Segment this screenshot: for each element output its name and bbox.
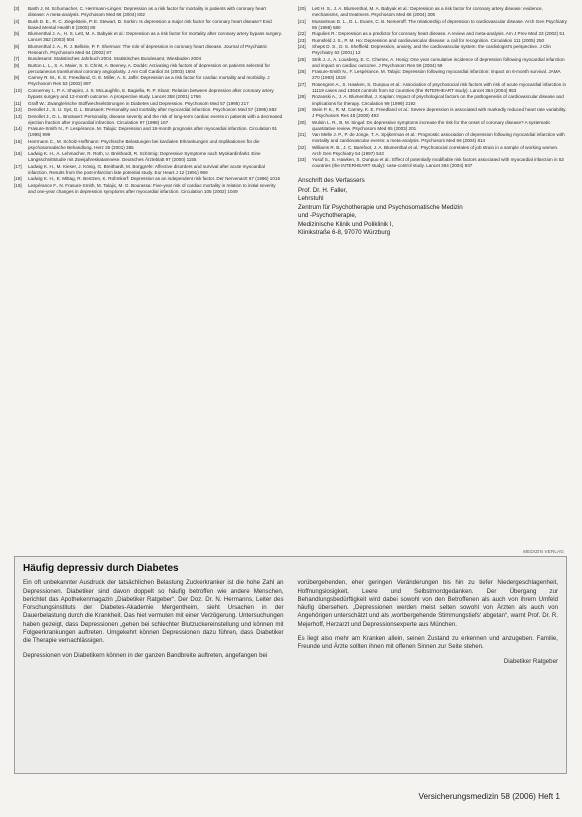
reference-text: Frasure-Smith N., F. Lespérance, M. Talajic: Depression following myocardial infarction: impact on 6-month survival. JAMA 270 (1993) 1819	[312, 69, 561, 81]
reference-number: [8]	[14, 62, 20, 68]
address-line: Medizinische Klinik und Poliklinik I,	[298, 220, 394, 228]
reference-text: Denollet J., S. U. Sys, D. L. Brutsaert: Personality and mortality after myocardial infarction. Psychosom Med 57 (1995) 582	[28, 107, 277, 113]
reference-text: Denollet J., D. L. Brutsaert: Personality, disease severity and the risk of long-term cardiac events in patients with a decreased ejection fraction after myocardial infarction. Circulation 97 (1998) 167	[28, 113, 283, 125]
address-line: Zentrum für Psychotherapie und Psychosomatische Medizin	[298, 203, 463, 211]
reference-item	[14, 151, 284, 163]
reference-number: [26]	[298, 69, 306, 75]
reference-number: [13]	[14, 113, 22, 119]
reference-number: [9]	[14, 75, 20, 81]
reference-text: Graff W.: Zwanglerische Stoffwechselstörungen in Diabetes und Depression. Psychosom Med 57 (1995) 217	[28, 100, 249, 106]
reference-list	[14, 6, 568, 237]
reference-item	[14, 183, 284, 195]
reference-text: Ladwig K. H., E. Mittag, R. Bentzen, K. Rühmkorf: Depression as an independent risk factor. Der Nervenarzt 67 (1996) 1015	[28, 176, 281, 182]
reference-text: Blumenthal J. A., R. J. Bellisle, P. F. Sherman: The role of depression in coronary heart disease. Journal of Psychiatric Research. Psychosom Med 64 (2002) 87	[28, 43, 268, 55]
reference-number: [22]	[298, 31, 306, 37]
reference-text: Yusuf S., S. Hawken, S. Ounpuu et al.: Effect of potentially modifiable risk factors associated with myocardial infarction in 52 countries (the INTERHEART study): case-control study. Lancet 364 (2004) 937	[312, 157, 564, 169]
reference-number: [15]	[14, 138, 22, 144]
reference-item	[298, 19, 568, 31]
reference-text: Barth J, M. Schumacher, C. Herrmann-Lingen: Depression as a risk factor for mortality in patients with coronary heart disease: A meta-analysis. Psychosom Med 66 (2004) 802	[28, 6, 266, 18]
reference-number: [19]	[14, 182, 22, 188]
reference-item	[298, 69, 568, 81]
reference-item	[298, 107, 568, 119]
news-paragraph: Ein oft unbekannter Ausdruck der tatsächlichen Belastung Zuckerkranker ist die hohe Zahl an Depressionen. Diabetiker sind davon doppelt so häufig betroffen wie andere Menschen, berichtet das Apothekenmagazin „Diabetiker Ratgeber“. Der Doz. Dr. N. Hermanns, Leiter des Forschungsinstituts der Diabetes-Akademie Mergentheim, sieht Ursachen in der Dauerbelastung durch die Krankheit. Das hiet vermuten mit einer Verzögerung. Untersuchungen haben gezeigt, dass Depressionen „gehen bei schlechter Blutzuckereinstellung und können mit Folgeerkrankungen auftreten. Umgekehrt können Depressionen dazu führen, dass Diabetiker die Therapie vernachlässigen.	[23, 579, 284, 645]
news-paragraph: Es liegt also mehr am Kranken allein, seinen Zustand zu erkennen und anzugeben. Familie, Freunde und Ärzte sollten ihnen mit offenen Sinnen zur Seite stehen.	[297, 635, 558, 651]
image-credit: MEDIZIN VERLAG	[523, 549, 564, 554]
reference-text: Bush D. E., R. C. Ziegelstein, P. E. Stewart, D. Sorkin: Is depression a major risk factor for coronary heart disease? Evid Based Mental Health 8 (2005) 85	[28, 18, 272, 30]
news-box-column-right	[298, 579, 559, 666]
address-label: Anschrift des Verfassers	[298, 176, 365, 184]
reference-text: Lespérance F., N. Frasure-Smith, M. Talajic, M. G. Bourassa: Five-year risk of cardiac mortality in relation to initial severity and one-year changes in depression symptoms after myocardial infarction. Circulation 105 (2002) 1049	[28, 182, 276, 194]
reference-item	[298, 38, 568, 44]
reference-number: [32]	[298, 144, 306, 150]
reference-text: Rozanski A., J. A. Blumenthal, J. Kaplan: Impact of psychological factors on the pathogenesis of cardiovascular disease and implications for therapy. Circulation 99 (1999) 2192	[312, 94, 564, 106]
reference-text: Strik J. J., A. Lousberg, E. C. Cheriex, A. Honig: One year cumulative incidence of depression following myocardial infarction and impact on cardiac outcome. J Psychosom Res 56 (2004) 59	[312, 56, 565, 68]
journal-footer: Versicherungsmedizin 58 (2006) Heft 1	[418, 792, 560, 801]
reference-item	[14, 114, 284, 126]
reference-item	[14, 176, 284, 182]
reference-text: Stein P. K., R. M. Carney, K. E. Freedland et al.: Severe depression is associated with markedly reduced heart rate variability. J Psychosom Res 48 (2000) 493	[312, 107, 567, 119]
reference-item	[14, 63, 284, 75]
news-box-column-left	[23, 579, 284, 666]
reference-item	[298, 145, 568, 157]
reference-number: [24]	[298, 44, 306, 50]
reference-text: Rumsfeld J. S., P. M. Ho: Depression and cardiovascular disease: a call for recognition. Circulation 111 (2005) 250	[312, 37, 545, 43]
reference-text: Frasure-Smith N., F. Lespérance, M. Talajic: Depression and 18-month prognosis after myocardial infarction. Circulation 91 (1995) 999	[28, 126, 278, 138]
reference-number: [14]	[14, 126, 22, 132]
reference-number: [31]	[298, 132, 306, 138]
reference-number: [5]	[14, 31, 20, 37]
reference-number: [6]	[14, 43, 20, 49]
news-paragraph: Depressionen von Diabetikern können in der ganzen Bandbreite auftreten, angefangen bei	[23, 651, 268, 659]
news-box	[14, 556, 567, 774]
reference-item	[298, 82, 568, 94]
author-address	[298, 177, 568, 238]
reference-text: Connerney I., P. A. Shapiro, J. S. McLaughlin, E. Bagiella, R. P. Sloan: Relation between depression after coronary artery bypass surgery and 12-month outcome. A prospective study. Lancet 358 (2001) 1766	[28, 87, 274, 100]
reference-item	[298, 31, 568, 37]
reference-text: Lett H. S., J. A. Blumenthal, M. A. Babyak et al.: Depression as a risk factor for coronary artery disease: evidence, mechanisms, and treatment. Psychosom Med 66 (2004) 305	[312, 6, 543, 18]
reference-number: [23]	[298, 37, 306, 43]
reference-item	[14, 88, 284, 100]
reference-text: Ladwig K. H., A. Lehmacher, R. Roth, U. Breithardt, R. Schömig: Depressive Symptome nach Myokardinfarkt. Eine Längsschnittstudie mit Zweijahreskatamnese. Deutsches Ärzteblatt 97 (2000) 1155	[28, 151, 261, 163]
reference-number: [7]	[14, 56, 20, 62]
reference-item	[14, 164, 284, 176]
reference-text: Sheps D. S., D. S. Sheffield: Depression, anxiety, and the cardiovascular system: the cardiologist's perspective. J Clin Psychiatry 62 (2001) 12	[312, 44, 551, 56]
reference-item	[14, 75, 284, 87]
reference-item	[14, 126, 284, 138]
reference-text: Williams R. B., J. C. Barefoot, J. A. Blumenthal et al.: Psychosocial correlates of job strain in a sample of working women. Arch Gen Psychiatry 54 (1997) 543	[312, 144, 559, 156]
reference-number: [11]	[14, 100, 22, 106]
reference-item	[14, 19, 284, 31]
reference-item	[14, 6, 284, 18]
reference-text: Ladwig K. H., M. Kieser, J. König, G. Breithardt, M. Borggrefe: Affective disorders and survival after acute myocardial infarction. Results from the post-infarction late potential study. Eur Heart J 12 (1991) 959	[28, 163, 265, 175]
reference-text: Rosengren A., S. Hawken, S. Ounpuu et al.: Association of psychosocial risk factors with risk of acute myocardial infarction in 11119 cases and 13648 controls from 52 countries (the INTERHEART study). Lancet 364 (2004) 953	[312, 81, 567, 93]
news-source: Diabetiker Ratgeber	[503, 657, 558, 665]
reference-item	[298, 6, 568, 18]
reference-item	[298, 120, 568, 132]
news-box-columns	[23, 579, 558, 666]
reference-item	[14, 101, 284, 107]
reference-column-right	[298, 6, 568, 237]
reference-number: [27]	[298, 81, 306, 87]
reference-item	[14, 56, 284, 62]
reference-number: [4]	[14, 18, 20, 24]
reference-text: Burton L. L., S. A. Maier, S. S. Christ, A. Beeney, A. Dodds: Activating risk factors of depression on patients selected for percutaneous transluminal coronary angioplasty. J Am Coll Cardiol 34 (2003) 1604	[28, 62, 270, 74]
reference-number: [20]	[298, 6, 306, 11]
reference-text: Van Melle J. P., P. de Jonge, T. A. Spijkerman et al.: Prognostic association of depression following myocardial infarction with mortality and cardiovascular events: a meta-analysis. Psychosom Med 66 (2004) 814	[312, 132, 565, 144]
reference-number: [16]	[14, 151, 22, 157]
reference-item	[14, 139, 284, 151]
reference-item	[298, 94, 568, 106]
reference-text: Rugulies R.: Depression as a predictor for coronary heart disease. A review and meta-analysis. Am J Prev Med 23 (2002) 51	[312, 31, 565, 37]
reference-item	[14, 44, 284, 56]
reference-number: [12]	[14, 107, 22, 113]
reference-column-left	[14, 6, 284, 237]
reference-number: [3]	[14, 6, 20, 11]
reference-number: [30]	[298, 119, 306, 125]
news-paragraph: vorübergehenden, eher geringen Veränderungen bis hin zu tiefer Niedergeschlagenheit, Hoffnungslosigkeit, Leere und Selbstmordgedanken. Der Übergang zur Behandlungsbedürftigkeit wird dabei sowohl von den Betroffenen als auch von ihrem Umfeld häufig übersehen. „Depressionen werden meist selten sowohl von Ärzten als auch von Angehörigen unterschätzt und als ‚wortbergehende Stimmungstiefs‘ abgetan“, warnt Prof. Dr. R. Mejerhoff, Herzarzt und Depressionsexperte aus München.	[297, 579, 558, 628]
address-line: Prof. Dr. H. Faller,	[298, 186, 348, 194]
reference-list-right	[298, 6, 568, 170]
reference-text: Carney R. M., K. E. Freedland, G. E. Miller, A. S. Jaffe: Depression as a risk factor for cardiac mortality and morbidity. J Psychosom Res 53 (2002) 897	[28, 75, 270, 87]
address-line: und -Psychotherapie,	[298, 212, 357, 220]
reference-item	[14, 31, 284, 43]
reference-number: [21]	[298, 18, 306, 24]
reference-number: [18]	[14, 176, 22, 182]
address-line: Lehrstuhl	[298, 195, 324, 203]
reference-text: Bundesamt: Statistisches Jahrbuch 2004. Statistisches Bundesamt, Wiesbaden 2004	[28, 56, 202, 62]
reference-text: Herrmann C., M. Scholz-Hoffmann: Psychische Belastungen bei kardialen Erkrankungen und Implikationen für die psychosomatische Behandlung. Herz 26 (2001) 385	[28, 138, 260, 150]
reference-number: [28]	[298, 94, 306, 100]
reference-number: [25]	[298, 56, 306, 62]
reference-text: Musselman D. L., D. L. Evans, C. B. Nemeroff: The relationship of depression to cardiovascular disease. Arch Gen Psychiatry 55 (1998) 580	[312, 18, 567, 30]
reference-number: [33]	[298, 157, 306, 163]
address-line: Klinikstraße 6-8, 97070 Würzburg	[298, 228, 391, 236]
reference-number: [29]	[298, 107, 306, 113]
reference-item	[298, 44, 568, 56]
reference-item	[298, 157, 568, 169]
reference-number: [10]	[14, 87, 22, 93]
news-box-title: Häufig depressiv durch Diabetes	[23, 563, 179, 574]
reference-item	[14, 107, 284, 113]
reference-number: [17]	[14, 163, 22, 169]
reference-text: Wulsin L. R., B. M. Singal: Do depressive symptoms increase the risk for the onset of coronary disease? A systematic quantitative review. Psychosom Med 65 (2003) 201	[312, 119, 551, 131]
reference-item	[298, 57, 568, 69]
reference-item	[298, 132, 568, 144]
reference-text: Blumenthal J. A., H. S. Lett, M. A. Babyak et al.: Depression as a risk factor for mortality after coronary artery bypass surgery. Lancet 362 (2003) 604	[28, 31, 282, 43]
